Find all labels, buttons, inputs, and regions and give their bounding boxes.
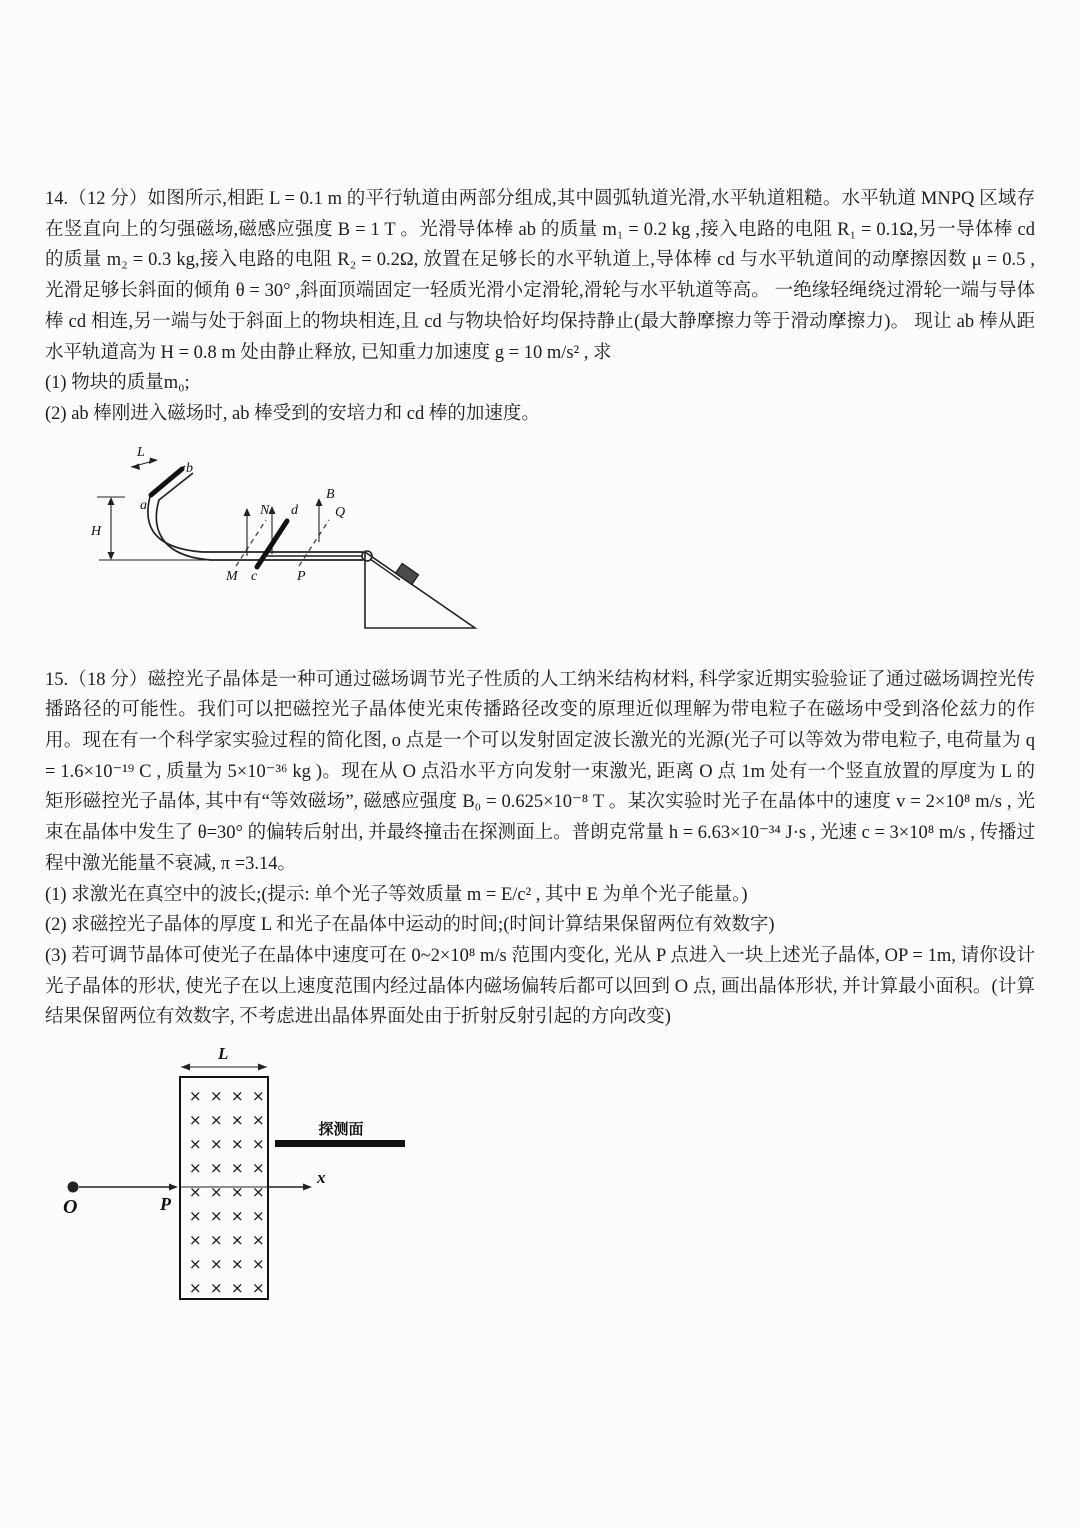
problem-14-question-1: (1) 物块的质量m₀; (45, 373, 190, 394)
label-P: P (297, 568, 306, 584)
problem-15-question-3: (3) 若可调节晶体可使光子在晶体中速度可在 0~2×10⁸ m/s 范围内变化, 光从 P 点进入一块上述光子晶体, OP = 1m, 请你设计光子晶体的形状, 使光子在以上速度范围内经过晶体内磁场偏转后都可以回到 O 点, 画出晶体形状, 并计算最小面积。(计算结果保留两位有效数字, 不考虑进出晶体界面处由于折射反射引起的方向改变) (45, 945, 1035, 1028)
svg-text:×: × (252, 1087, 265, 1106)
svg-text:×: × (231, 1135, 244, 1154)
svg-text:×: × (252, 1255, 265, 1274)
svg-text:×: × (231, 1279, 244, 1298)
svg-text:×: × (252, 1207, 265, 1226)
problem-15-question-2: (2) 求磁控光子晶体的厚度 L 和光子在晶体中运动的时间;(时间计算结果保留两位有效数字) (45, 915, 775, 936)
label-B: B (326, 486, 335, 502)
problem-14 (45, 184, 1035, 647)
rod-cd (251, 503, 299, 584)
svg-text:×: × (231, 1087, 244, 1106)
svg-text:×: × (210, 1159, 223, 1178)
label-x: x (317, 1168, 326, 1188)
problem-14-statement: 14.（12 分）如图所示,相距 L = 0.1 m 的平行轨道由两部分组成,其中圆弧轨道光滑,水平轨道粗糙。水平轨道 MNPQ 区域存在竖直向上的匀强磁场,磁感应强度 B = 1 T 。光滑导体棒 ab 的质量 m₁ = 0.2 kg ,接入电路的电阻 R₁ = 0.1Ω,另一导体棒 cd 的质量 m₂ = 0.3 kg,接入电路的电阻 R₂ = 0.2Ω, 放置在足够长的水平轨道上,导体棒 cd 与水平轨道间的动摩擦因数 μ = 0.5 , 光滑足够长斜面的倾角 θ = 30° ,斜面顶端固定一轻质光滑小定滑轮,滑轮与水平轨道等高。 一绝缘轻绳绕过滑轮一端与导体棒 cd 相连,另一端与处于斜面上的物块相连,且 cd 与物块恰好均保持静止(最大静摩擦力等于滑动摩擦力)。 现让 ab 棒从距水平轨道高为 H = 0.8 m 处由静止释放, 已知重力加速度 g = 10 m/s² , 求 (45, 189, 1035, 363)
block-on-incline (395, 563, 418, 584)
svg-text:×: × (231, 1231, 244, 1250)
svg-text:×: × (252, 1279, 265, 1298)
svg-text:×: × (189, 1087, 202, 1106)
figure-14-track-diagram (51, 446, 1035, 647)
problem-15-statement: 15.（18 分）磁控光子晶体是一种可通过磁场调节光子性质的人工纳米结构材料, 科学家近期实验验证了通过磁场调控光传播路径的可能性。我们可以把磁控光子晶体使光束传播路径改变的原理近似理解为带电粒子在磁场中受到洛伦兹力的作用。现在有一个科学家实验过程的简化图, o 点是一个可以发射固定波长激光的光源(光子可以等效为带电粒子, 电荷量为 q = 1.6×10⁻¹⁹ C , 质量为 5×10⁻³⁶ kg )。现在从 O 点沿水平方向发射一束激光, 距离 O 点 1m 处有一个竖直放置的厚度为 L 的矩形磁控光子晶体, 其中有“等效磁场”, 磁感应强度 B₀ = 0.625×10⁻⁸ T 。某次实验时光子在晶体中的速度 v = 2×10⁸ m/s , 光束在晶体中发生了 θ=30° 的偏转后射出, 并最终撞击在探测面上。普朗克常量 h = 6.63×10⁻³⁴ J·s , 光速 c = 3×10⁸ m/s , 传播过程中激光能量不衰减, π =3.14。 (45, 669, 1035, 874)
svg-text:×: × (189, 1183, 202, 1202)
svg-text:×: × (189, 1231, 202, 1250)
label-Q: Q (335, 504, 346, 520)
label-O: O (63, 1196, 78, 1219)
svg-text:×: × (231, 1159, 244, 1178)
svg-text:×: × (231, 1183, 244, 1202)
label-N: N (260, 502, 270, 518)
label-P: P (160, 1194, 171, 1215)
crystal-diagram-svg (55, 1047, 485, 1317)
svg-text:×: × (210, 1279, 223, 1298)
figure-15-crystal-diagram (55, 1047, 1035, 1322)
label-H: H (91, 523, 102, 539)
track-rails (148, 466, 363, 560)
svg-text:×: × (252, 1183, 265, 1202)
incline (365, 552, 475, 628)
label-L: L (218, 1047, 229, 1064)
svg-text:×: × (189, 1135, 202, 1154)
crystal-field-crosses (189, 1087, 265, 1297)
svg-text:×: × (189, 1207, 202, 1226)
problem-15 (45, 665, 1035, 1322)
label-M: M (226, 568, 238, 584)
svg-text:×: × (210, 1183, 223, 1202)
width-measure (131, 446, 158, 470)
problem-14-question-2: (2) ab 棒刚进入磁场时, ab 棒受到的安培力和 cd 棒的加速度。 (45, 403, 540, 424)
svg-text:×: × (231, 1255, 244, 1274)
label-detector: 探测面 (318, 1122, 364, 1139)
svg-text:×: × (252, 1111, 265, 1130)
label-b: b (186, 460, 193, 476)
svg-text:×: × (189, 1111, 202, 1130)
svg-text:×: × (210, 1231, 223, 1250)
svg-text:×: × (210, 1255, 223, 1274)
label-L: L (137, 445, 145, 460)
svg-text:×: × (210, 1111, 223, 1130)
incline-assembly (264, 551, 475, 628)
svg-text:×: × (231, 1207, 244, 1226)
svg-text:×: × (231, 1111, 244, 1130)
label-c: c (251, 568, 258, 584)
svg-text:×: × (189, 1159, 202, 1178)
svg-text:×: × (252, 1135, 265, 1154)
svg-text:×: × (252, 1231, 265, 1250)
source-dot (68, 1182, 79, 1193)
field-region (225, 487, 345, 584)
detector-bar (275, 1140, 405, 1147)
label-a: a (140, 497, 147, 513)
svg-text:×: × (252, 1159, 265, 1178)
svg-text:×: × (189, 1279, 202, 1298)
svg-text:×: × (210, 1135, 223, 1154)
problem-15-question-1: (1) 求激光在真空中的波长;(提示: 单个光子等效质量 m = E/c² , 其中 E 为单个光子能量。) (45, 884, 748, 905)
svg-text:×: × (210, 1207, 223, 1226)
svg-text:×: × (210, 1087, 223, 1106)
thickness-measure (181, 1047, 267, 1071)
track-diagram-svg (51, 446, 481, 642)
label-d: d (291, 502, 298, 518)
svg-text:×: × (189, 1255, 202, 1274)
